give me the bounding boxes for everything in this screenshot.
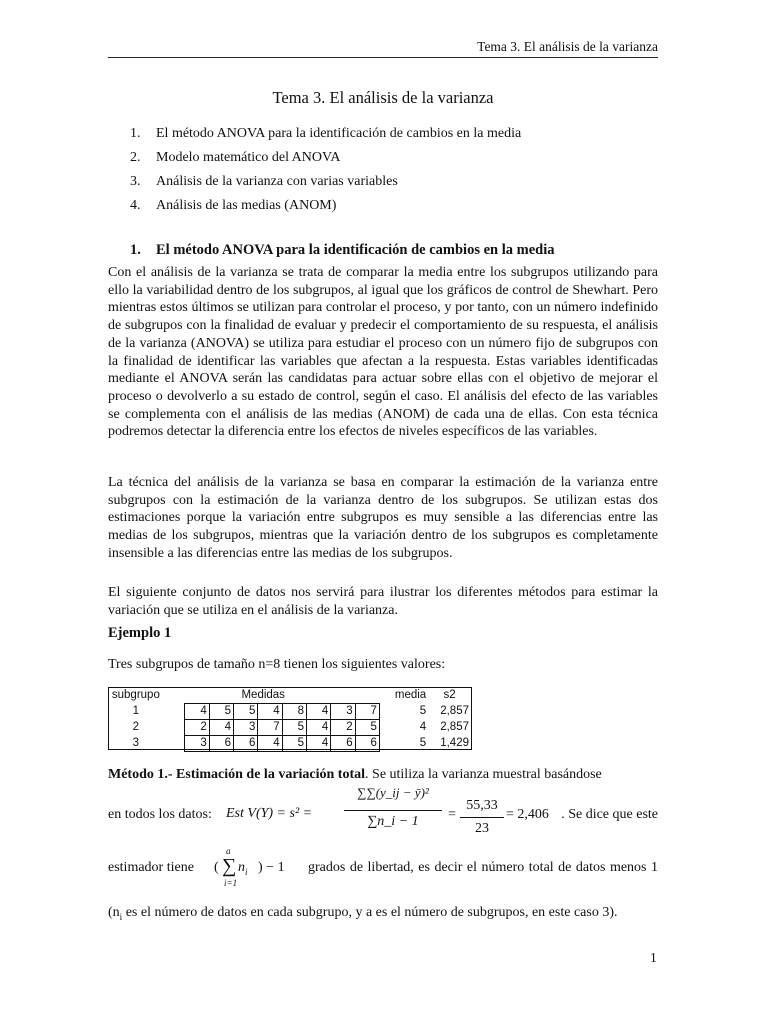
table-row (109, 736, 471, 752)
sum-lower-limit: i=1 (224, 878, 238, 888)
sum-term-subscript: i (245, 867, 248, 877)
header-subgrupo: subgrupo (111, 689, 160, 702)
table-row (109, 704, 471, 720)
cell-media: 5 (419, 705, 427, 717)
cell-medida: 7 (258, 720, 282, 736)
formula-lhs: Est V(Y) = s² = (226, 806, 313, 821)
cell-medida: 4 (307, 720, 331, 736)
toc-item (130, 194, 650, 218)
cell-medida: 3 (185, 736, 209, 752)
toc-item-text: Modelo matemático del ANOVA (156, 150, 341, 165)
header-s2: s2 (443, 689, 456, 702)
toc-item-text: Análisis de las medias (ANOM) (156, 198, 337, 213)
formula-lead-text: en todos los datos: (108, 807, 212, 822)
data-table (108, 687, 472, 750)
cell-medida: 3 (331, 704, 355, 720)
section-title: El método ANOVA para la identificación de cambios en la media (156, 242, 555, 258)
example-heading: Ejemplo 1 (108, 625, 172, 641)
cell-medida: 6 (355, 736, 379, 752)
formula-numerator: ∑∑(y_ij − ȳ)² (357, 785, 429, 800)
header-media: media (394, 689, 427, 702)
method-1-text: . Se utiliza la varianza muestral basándose (365, 767, 602, 782)
formula-fraction (344, 782, 442, 831)
cell-medida: 2 (185, 720, 209, 736)
toc-item (130, 122, 650, 146)
formula-tail-text: . Se dice que este (561, 807, 658, 822)
cell-medida: 4 (209, 720, 233, 736)
cell-s2: 2,857 (440, 721, 469, 733)
cell-s2: 2,857 (440, 705, 469, 717)
cell-media: 4 (419, 721, 427, 733)
section-heading (130, 241, 658, 259)
toc-item-number: 4. (130, 198, 141, 213)
cell-subgrupo: 1 (132, 705, 140, 717)
value-fraction (460, 797, 504, 838)
section-number: 1. (130, 242, 141, 258)
cell-medida: 5 (282, 736, 306, 752)
cell-medida: 5 (234, 704, 258, 720)
toc-item (130, 170, 650, 194)
cell-s2: 1,429 (440, 737, 469, 749)
toc-item-number: 1. (130, 126, 141, 141)
variance-formula (108, 782, 658, 852)
paragraph-intro: Con el análisis de la varianza se trata de comparar la media entre los subgrupos utilizando para ello la variabilidad dentro de los subgrupos, al igual que los gráficos de control de Shewhart. Pero mientras estos últimos se utilizan para controlar el proceso, y por tanto, con un número indefinido de subgrupos con la finalidad de evaluar y predecir el comportamiento de su respuesta, el análisis de la varianza (ANOVA) se utiliza para estudiar el proceso con un número fijo de subgrupos con la finalidad de identificar las variables que afectan a la respuesta. Estas variables identificadas mediante el ANOVA serán las candidatas para actuar sobre ellas con el objetivo de mejorar el proceso o devolverlo a su estado de control, según el caso. El análisis del efecto de las variables se complementa con el análisis de las medias (ANOM) de cada una de ellas. Con esta técnica podremos detectar la diferencia entre los efectos de niveles específicos de las variables. (108, 265, 658, 440)
ni-subscript: i (119, 911, 123, 922)
cell-medida: 6 (331, 736, 355, 752)
formula-result: = 2,406 (506, 807, 549, 822)
header-medidas: Medidas (241, 689, 285, 701)
ni-text-rest: es el número de datos en cada subgrupo, y a es el número de subgrupos, en este caso 3). (122, 905, 618, 920)
cell-medida: 5 (209, 704, 233, 720)
paragraph-technique: La técnica del análisis de la varianza se basa en comparar la estimación de la varianza entre subgrupos con la estimación de la varianza dentro de los subgrupos. Se utilizan estas dos estimaciones porque la variación entre subgrupos es muy sensible a las diferencias entre las medias de los subgrupos, mientras que la variación dentro de los subgrupos es completamente insensible a las diferencias entre las medias de los subgrupos. (108, 475, 658, 561)
cell-medida: 2 (331, 720, 355, 736)
cell-medida: 6 (209, 736, 233, 752)
toc-item-number: 3. (130, 174, 141, 189)
dof-minus-one: − 1 (266, 860, 285, 875)
cell-medida: 4 (258, 736, 282, 752)
toc-item (130, 146, 650, 170)
value-numerator: 55,33 (466, 798, 498, 813)
dof-sum-expression: ( a ∑ i=1 $n_i$ ) − 1 (214, 846, 285, 888)
sum-term: n (238, 860, 245, 875)
method-1-heading: Método 1.- Estimación de la variación total (108, 767, 366, 782)
example-intro: Tres subgrupos de tamaño n=8 tienen los siguientes valores: (108, 657, 446, 672)
cell-medida: 7 (355, 704, 379, 720)
toc-item-text: El método ANOVA para la identificación de cambios en la media (156, 126, 522, 141)
toc-item-text: Análisis de la varianza con varias variables (156, 174, 398, 189)
dof-tail-text: grados de libertad, es decir el número total de datos menos 1 (308, 860, 658, 875)
sum-upper-limit: a (226, 846, 231, 856)
table-header-row (109, 688, 471, 704)
paragraph-ni-definition (108, 904, 658, 927)
equals-sign: = (448, 807, 456, 822)
page-title: Tema 3. El análisis de la varianza (272, 88, 494, 107)
dof-lead-text: estimador tiene (108, 860, 194, 875)
degrees-of-freedom-line (108, 846, 658, 888)
cell-medida: 5 (355, 720, 379, 736)
formula-denominator: ∑n_i − 1 (367, 814, 419, 829)
toc-item-number: 2. (130, 150, 141, 165)
sigma-symbol: ∑ (222, 855, 237, 877)
cell-medida: 4 (307, 736, 331, 752)
cell-medida: 4 (307, 704, 331, 720)
paragraph-dataset: El siguiente conjunto de datos nos servirá para ilustrar los diferentes métodos para estimar la variación que se utiliza en el análisis de la varianza. (108, 585, 658, 618)
cell-media: 5 (419, 737, 427, 749)
cell-medida: 5 (282, 720, 306, 736)
running-header: Tema 3. El análisis de la varianza (108, 38, 658, 58)
table-row (109, 720, 471, 736)
value-denominator: 23 (475, 821, 489, 836)
cell-medida: 8 (282, 704, 306, 720)
cell-subgrupo: 2 (132, 721, 140, 733)
cell-medida: 4 (258, 704, 282, 720)
table-of-contents (130, 122, 650, 218)
ni-text-start: (n (108, 905, 120, 920)
cell-medida: 3 (234, 720, 258, 736)
cell-medida: 6 (234, 736, 258, 752)
cell-subgrupo: 3 (132, 737, 140, 749)
cell-medida: 4 (185, 704, 209, 720)
page-number: 1 (650, 950, 657, 965)
